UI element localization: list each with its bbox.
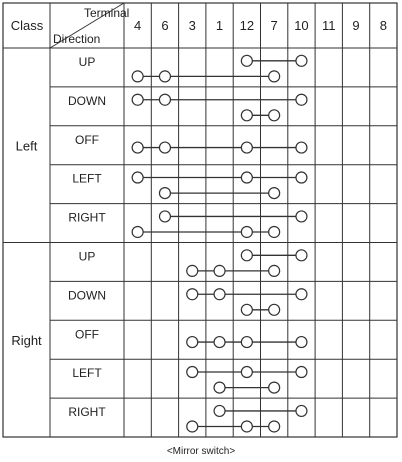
terminal-node-3 bbox=[187, 421, 198, 432]
terminal-node-12 bbox=[241, 304, 252, 315]
terminal-node-4 bbox=[132, 71, 143, 82]
terminal-node-6 bbox=[159, 142, 170, 153]
table-row bbox=[75, 327, 307, 347]
terminal-node-3 bbox=[187, 289, 198, 300]
terminal-node-10 bbox=[296, 211, 307, 222]
terminal-node-7 bbox=[269, 188, 280, 199]
table-header bbox=[11, 6, 130, 46]
terminal-node-10 bbox=[296, 337, 307, 348]
terminal-node-7 bbox=[269, 71, 280, 82]
terminal-node-12 bbox=[241, 110, 252, 121]
direction-label: RIGHT bbox=[68, 405, 106, 420]
terminal-node-10 bbox=[296, 55, 307, 66]
terminal-node-1 bbox=[214, 337, 225, 348]
terminal-node-10 bbox=[296, 142, 307, 153]
terminal-node-6 bbox=[159, 211, 170, 222]
terminal-node-6 bbox=[159, 188, 170, 199]
direction-label: LEFT bbox=[72, 171, 102, 186]
class-label-right: Right bbox=[11, 332, 42, 348]
terminal-node-12 bbox=[241, 172, 252, 183]
terminal-node-12 bbox=[241, 421, 252, 432]
terminal-label-9: 9 bbox=[352, 18, 360, 33]
terminal-node-10 bbox=[296, 289, 307, 300]
direction-header: Direction bbox=[53, 32, 101, 46]
terminal-node-12 bbox=[241, 142, 252, 153]
terminal-node-12 bbox=[241, 55, 252, 66]
terminal-label-7: 7 bbox=[270, 18, 278, 33]
terminal-node-12 bbox=[241, 226, 252, 237]
table-row bbox=[79, 55, 307, 82]
table-row bbox=[68, 211, 307, 238]
terminal-node-10 bbox=[296, 172, 307, 183]
terminal-node-4 bbox=[132, 94, 143, 105]
terminal-node-7 bbox=[269, 110, 280, 121]
caption: <Mirror switch> bbox=[166, 446, 236, 457]
terminal-node-12 bbox=[241, 337, 252, 348]
class-header: Class bbox=[10, 18, 44, 33]
terminal-label-8: 8 bbox=[379, 18, 387, 33]
direction-label: RIGHT bbox=[68, 210, 106, 225]
terminal-node-10 bbox=[296, 94, 307, 105]
direction-label: UP bbox=[78, 249, 96, 264]
table-row bbox=[68, 94, 307, 121]
terminal-label-12: 12 bbox=[239, 18, 255, 33]
terminal-node-7 bbox=[269, 382, 280, 393]
terminal-node-4 bbox=[132, 226, 143, 237]
terminal-node-3 bbox=[187, 337, 198, 348]
terminal-label-1: 1 bbox=[215, 18, 224, 33]
direction-label: OFF bbox=[75, 132, 99, 147]
terminal-node-7 bbox=[269, 265, 280, 276]
class-label-left: Left bbox=[15, 138, 38, 154]
table-body bbox=[11, 55, 307, 432]
terminal-label-6: 6 bbox=[161, 18, 169, 33]
terminal-node-10 bbox=[296, 405, 307, 416]
table-row bbox=[72, 366, 307, 393]
terminal-node-1 bbox=[214, 382, 225, 393]
terminal-node-7 bbox=[269, 304, 280, 315]
table-row bbox=[68, 405, 307, 432]
terminal-label-3: 3 bbox=[188, 18, 196, 33]
terminal-node-6 bbox=[159, 94, 170, 105]
terminal-label-10: 10 bbox=[294, 18, 309, 33]
terminal-label-11: 11 bbox=[322, 18, 336, 33]
direction-label: OFF bbox=[75, 327, 99, 342]
terminal-node-10 bbox=[296, 367, 307, 378]
table-row bbox=[68, 288, 307, 315]
terminal-header: Terminal bbox=[84, 6, 130, 20]
direction-label: UP bbox=[78, 55, 96, 70]
table-row bbox=[72, 172, 307, 199]
terminal-node-10 bbox=[296, 250, 307, 261]
terminal-node-7 bbox=[269, 226, 280, 237]
terminal-node-7 bbox=[269, 421, 280, 432]
table-row bbox=[79, 250, 307, 277]
direction-label: LEFT bbox=[72, 366, 102, 381]
terminal-node-1 bbox=[214, 289, 225, 300]
direction-label: DOWN bbox=[68, 93, 106, 108]
terminal-node-1 bbox=[214, 265, 225, 276]
terminal-node-3 bbox=[187, 367, 198, 378]
terminal-node-12 bbox=[241, 250, 252, 261]
table-row bbox=[75, 133, 307, 153]
terminal-node-12 bbox=[241, 367, 252, 378]
terminal-node-6 bbox=[159, 71, 170, 82]
terminal-node-1 bbox=[214, 405, 225, 416]
terminal-node-4 bbox=[132, 172, 143, 183]
direction-label: DOWN bbox=[68, 288, 106, 303]
terminal-node-4 bbox=[132, 142, 143, 153]
terminal-label-4: 4 bbox=[134, 18, 142, 33]
terminal-node-3 bbox=[187, 265, 198, 276]
